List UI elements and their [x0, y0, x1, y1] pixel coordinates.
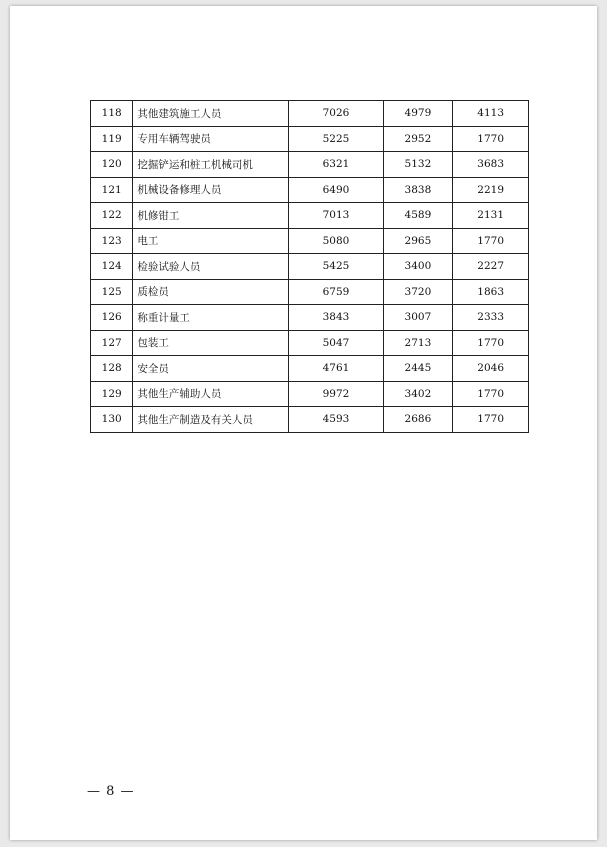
value-high-cell: 7013 [289, 203, 383, 229]
value-mid-cell: 2713 [383, 330, 453, 356]
value-high-cell: 5080 [289, 228, 383, 254]
page-number: — 8 — [87, 784, 135, 799]
occupation-name-cell: 安全员 [133, 356, 289, 382]
row-number-cell: 129 [91, 381, 133, 407]
row-number-cell: 118 [91, 101, 133, 127]
table-row [91, 330, 529, 356]
row-number-cell: 121 [91, 177, 133, 203]
row-number-cell: 124 [91, 254, 133, 280]
value-high-cell: 6321 [289, 152, 383, 178]
value-mid-cell: 4979 [383, 101, 453, 127]
value-low-cell: 2219 [453, 177, 529, 203]
value-mid-cell: 3007 [383, 305, 453, 331]
table-row [91, 177, 529, 203]
occupation-name-cell: 其他生产辅助人员 [133, 381, 289, 407]
value-low-cell: 2227 [453, 254, 529, 280]
value-high-cell: 6490 [289, 177, 383, 203]
row-number-cell: 123 [91, 228, 133, 254]
value-mid-cell: 2965 [383, 228, 453, 254]
row-number-cell: 126 [91, 305, 133, 331]
value-low-cell: 1770 [453, 126, 529, 152]
row-number-cell: 128 [91, 356, 133, 382]
table-row [91, 356, 529, 382]
row-number-cell: 125 [91, 279, 133, 305]
value-low-cell: 1770 [453, 228, 529, 254]
wage-table [90, 100, 529, 433]
value-high-cell: 4593 [289, 407, 383, 433]
value-mid-cell: 2952 [383, 126, 453, 152]
occupation-name-cell: 质检员 [133, 279, 289, 305]
value-mid-cell: 4589 [383, 203, 453, 229]
wage-table-body [91, 101, 529, 433]
occupation-name-cell: 专用车辆驾驶员 [133, 126, 289, 152]
value-mid-cell: 3400 [383, 254, 453, 280]
row-number-cell: 119 [91, 126, 133, 152]
row-number-cell: 120 [91, 152, 133, 178]
occupation-name-cell: 机械设备修理人员 [133, 177, 289, 203]
value-low-cell: 2046 [453, 356, 529, 382]
value-high-cell: 6759 [289, 279, 383, 305]
table-row [91, 279, 529, 305]
document-page [10, 6, 597, 840]
table-row [91, 305, 529, 331]
table-row [91, 203, 529, 229]
value-mid-cell: 3838 [383, 177, 453, 203]
occupation-name-cell: 检验试验人员 [133, 254, 289, 280]
table-row [91, 407, 529, 433]
value-mid-cell: 3402 [383, 381, 453, 407]
value-low-cell: 1770 [453, 407, 529, 433]
value-mid-cell: 2445 [383, 356, 453, 382]
table-row [91, 152, 529, 178]
table-row [91, 126, 529, 152]
value-high-cell: 5225 [289, 126, 383, 152]
occupation-name-cell: 包装工 [133, 330, 289, 356]
value-low-cell: 4113 [453, 101, 529, 127]
row-number-cell: 122 [91, 203, 133, 229]
occupation-name-cell: 其他建筑施工人员 [133, 101, 289, 127]
table-row [91, 228, 529, 254]
value-low-cell: 1770 [453, 381, 529, 407]
table-row [91, 254, 529, 280]
value-low-cell: 1863 [453, 279, 529, 305]
occupation-name-cell: 其他生产制造及有关人员 [133, 407, 289, 433]
table-row [91, 381, 529, 407]
table-row [91, 101, 529, 127]
occupation-name-cell: 电工 [133, 228, 289, 254]
row-number-cell: 127 [91, 330, 133, 356]
value-high-cell: 4761 [289, 356, 383, 382]
occupation-name-cell: 机修钳工 [133, 203, 289, 229]
value-low-cell: 1770 [453, 330, 529, 356]
value-high-cell: 7026 [289, 101, 383, 127]
occupation-name-cell: 称重计量工 [133, 305, 289, 331]
value-high-cell: 3843 [289, 305, 383, 331]
value-mid-cell: 2686 [383, 407, 453, 433]
value-mid-cell: 3720 [383, 279, 453, 305]
value-low-cell: 2333 [453, 305, 529, 331]
occupation-name-cell: 挖掘铲运和桩工机械司机 [133, 152, 289, 178]
value-high-cell: 9972 [289, 381, 383, 407]
value-high-cell: 5047 [289, 330, 383, 356]
row-number-cell: 130 [91, 407, 133, 433]
value-low-cell: 3683 [453, 152, 529, 178]
value-low-cell: 2131 [453, 203, 529, 229]
value-mid-cell: 5132 [383, 152, 453, 178]
value-high-cell: 5425 [289, 254, 383, 280]
